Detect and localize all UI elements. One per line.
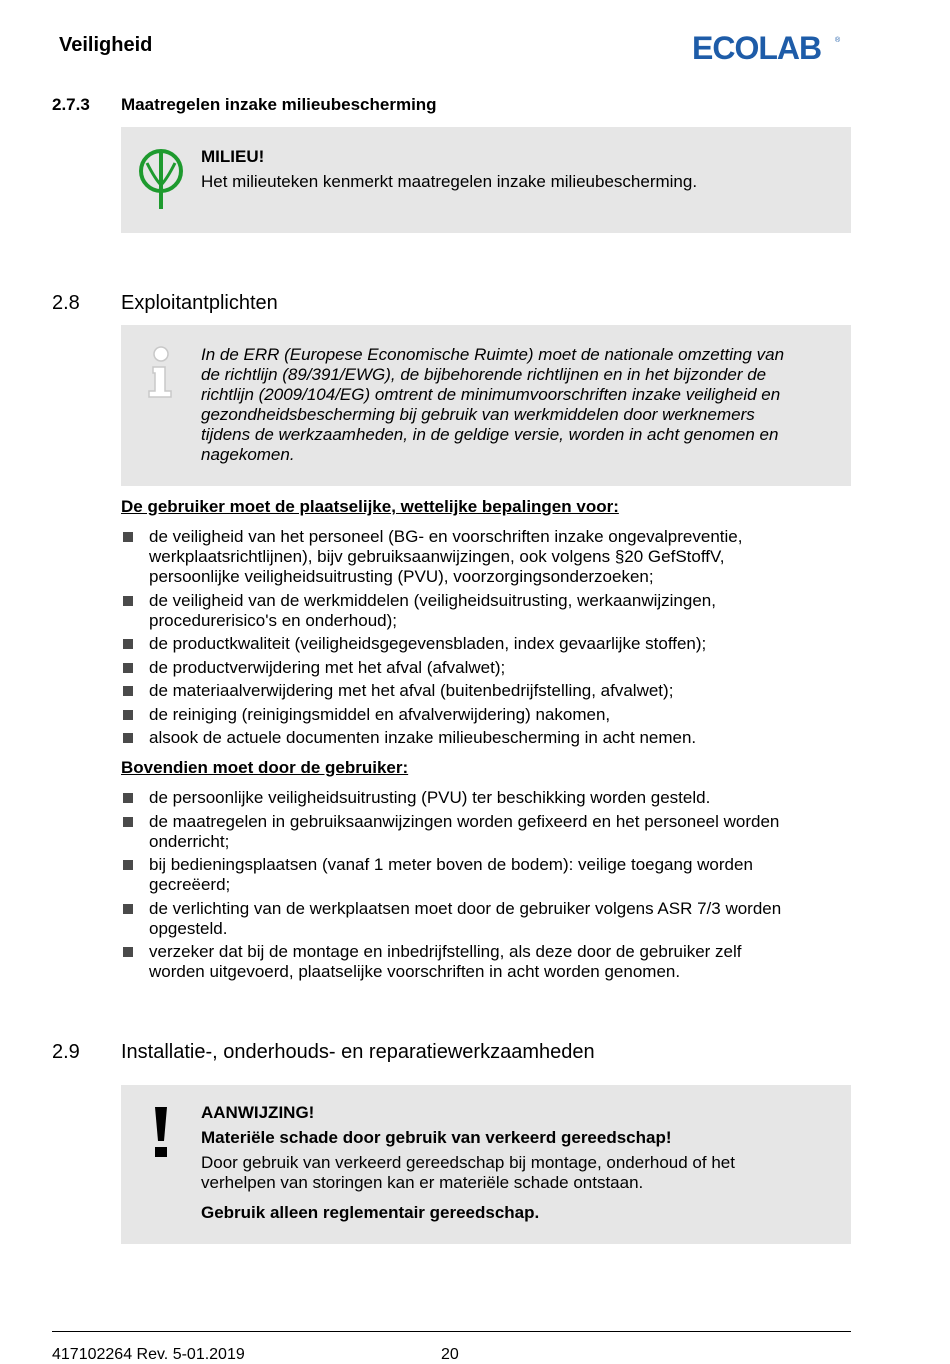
- svg-text:®: ®: [835, 37, 841, 44]
- footer-doc-reference: 417102264 Rev. 5-01.2019: [52, 1346, 245, 1363]
- info-line: tijdens de werkzaamheden, in de geldige versie, worden in acht genomen en: [201, 425, 779, 444]
- section-title: Installatie-, onderhouds- en reparatiewerkzaamheden: [121, 1041, 595, 1063]
- caution-notice-box: [121, 1085, 851, 1244]
- list-heading: Bovendien moet door de gebruiker:: [121, 758, 409, 777]
- info-line: richtlijn (2009/104/EG) omtrent de minimumvoorschriften inzake veiligheid en: [201, 385, 781, 404]
- bullet-square-icon: [123, 639, 133, 649]
- section-number: 2.8: [52, 292, 80, 314]
- notice-label: MILIEU!: [201, 147, 265, 166]
- notice-label: AANWIJZING!: [201, 1103, 315, 1122]
- list-item: de veiligheid van de werkmiddelen (veiligheidsuitrusting, werkaanwijzingen, procedurerisico's en onderhoud);: [121, 591, 846, 631]
- footer-divider: [52, 1331, 851, 1332]
- info-line: gezondheidsbescherming bij gebruik van werkmiddelen door werknemers: [201, 405, 755, 424]
- svg-text:ECOLAB: ECOLAB: [692, 30, 822, 64]
- section-number: 2.7.3: [52, 95, 90, 114]
- list-item: de productkwaliteit (veiligheidsgegevensbladen, index gevaarlijke stoffen);: [121, 634, 846, 654]
- bullet-square-icon: [123, 733, 133, 743]
- environment-notice-box: [121, 127, 851, 233]
- bullet-square-icon: [123, 663, 133, 673]
- list-item: verzeker dat bij de montage en inbedrijfstelling, als deze door de gebruiker zelf worden uitgevoerd, plaatselijke voorschriften in acht worden genomen.: [121, 942, 846, 982]
- bullet-square-icon: [123, 596, 133, 606]
- info-text: [201, 345, 831, 465]
- list-item: alsook de actuele documenten inzake milieubescherming in acht nemen.: [121, 728, 846, 748]
- info-icon: [145, 345, 177, 401]
- list-item: de materiaalverwijdering met het afval (buitenbedrijfstelling, afvalwet);: [121, 681, 846, 701]
- page-header-title: Veiligheid: [59, 34, 153, 56]
- list-item: de veiligheid van het personeel (BG- en voorschriften inzake ongevalpreventie, werkplaatsrichtlijnen), bijv gebruiksaanwijzingen, ook volgens §20 GefStoffV, persoonlijke veiligheidsuitrusting (PVU), voorzorgingsonderzoeken;: [121, 527, 846, 587]
- info-box: [121, 325, 851, 486]
- notice-instruction: Gebruik alleen reglementair gereedschap.: [201, 1203, 540, 1222]
- section-title: Exploitantplichten: [121, 292, 278, 314]
- bullet-square-icon: [123, 817, 133, 827]
- list-item: bij bedieningsplaatsen (vanaf 1 meter boven de bodem): veilige toegang worden gecreëerd;: [121, 855, 846, 895]
- bullet-square-icon: [123, 904, 133, 914]
- page-number: 20: [441, 1346, 459, 1363]
- exclamation-icon: [151, 1105, 171, 1159]
- list-heading: De gebruiker moet de plaatselijke, wettelijke bepalingen voor:: [121, 497, 619, 516]
- operator-obligations-list: [121, 527, 846, 752]
- list-item: de productverwijdering met het afval (afvalwet);: [121, 658, 846, 678]
- bullet-square-icon: [123, 532, 133, 542]
- bullet-square-icon: [123, 793, 133, 803]
- bullet-square-icon: [123, 710, 133, 720]
- section-title: Maatregelen inzake milieubescherming: [121, 95, 437, 114]
- notice-text: Door gebruik van verkeerd gereedschap bij montage, onderhoud of het verhelpen van storingen kan er materiële schade ontstaan.: [201, 1153, 735, 1192]
- list-item: de persoonlijke veiligheidsuitrusting (PVU) ter beschikking worden gesteld.: [121, 788, 846, 808]
- info-line: de richtlijn (89/391/EWG), de bijbehorende richtlijnen en in het bijzonder de: [201, 365, 767, 384]
- user-requirements-list: [121, 788, 846, 986]
- notice-subtitle: Materiële schade door gebruik van verkeerd gereedschap!: [201, 1128, 672, 1147]
- info-line: nagekomen.: [201, 445, 295, 464]
- bullet-square-icon: [123, 686, 133, 696]
- bullet-square-icon: [123, 947, 133, 957]
- info-line: In de ERR (Europese Economische Ruimte) moet de nationale omzetting van: [201, 345, 785, 364]
- list-item: de reiniging (reinigingsmiddel en afvalverwijdering) nakomen,: [121, 705, 846, 725]
- list-item: de verlichting van de werkplaatsen moet door de gebruiker volgens ASR 7/3 worden opgesteld.: [121, 899, 846, 939]
- notice-text: Het milieuteken kenmerkt maatregelen inzake milieubescherming.: [201, 172, 698, 191]
- ecolab-logo: [692, 30, 842, 64]
- bullet-square-icon: [123, 860, 133, 870]
- environment-tree-icon: [137, 145, 185, 211]
- section-number: 2.9: [52, 1041, 80, 1063]
- list-item: de maatregelen in gebruiksaanwijzingen worden gefixeerd en het personeel worden onderricht;: [121, 812, 846, 852]
